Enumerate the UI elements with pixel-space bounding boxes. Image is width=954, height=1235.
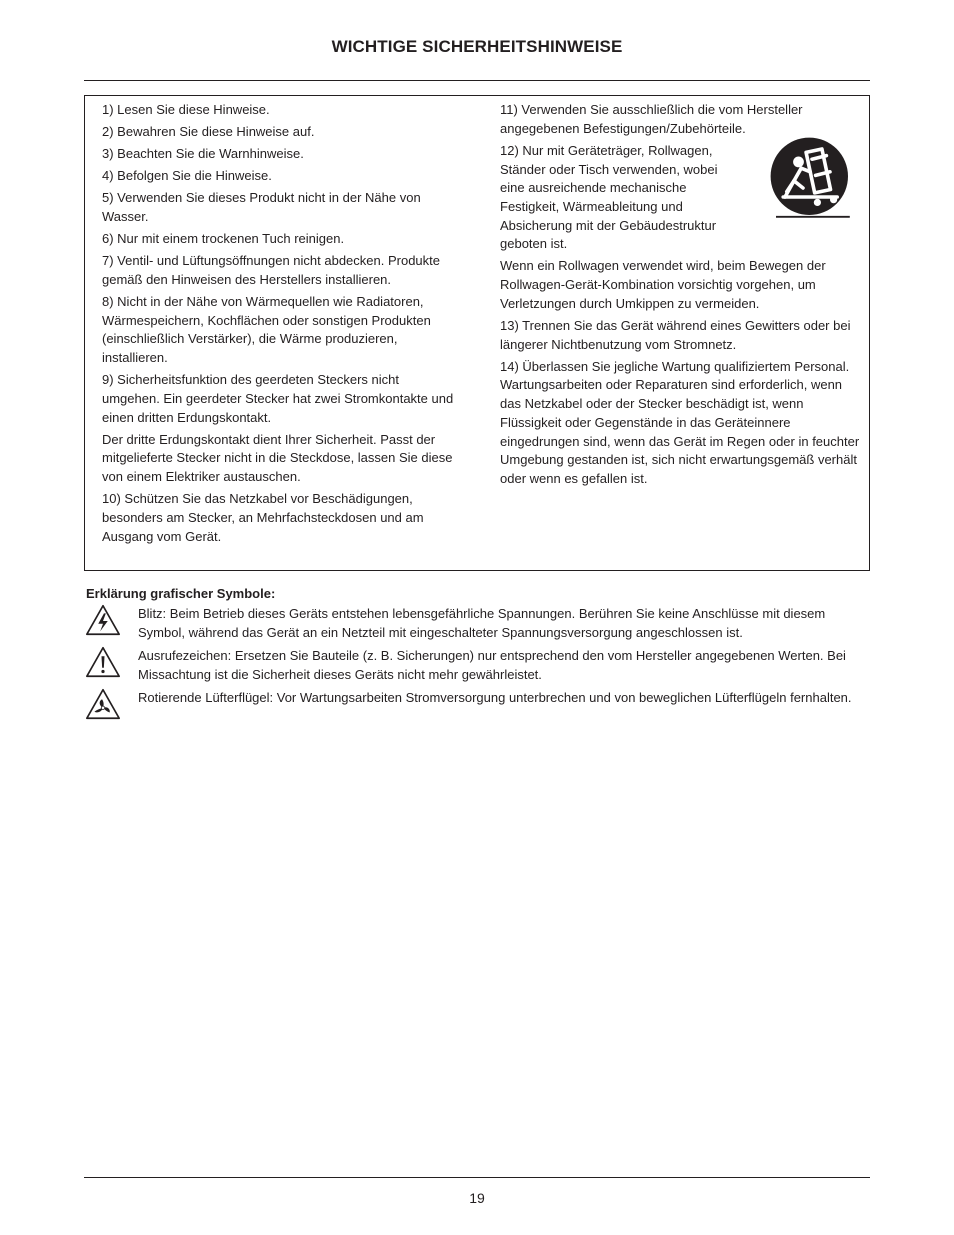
instruction-item-12-block bbox=[500, 142, 860, 254]
page-title: WICHTIGE SICHERHEITSHINWEISE bbox=[331, 37, 623, 56]
cart-tip-over-warning-icon bbox=[767, 134, 857, 224]
footer-rule bbox=[84, 1177, 870, 1178]
symbol-item bbox=[84, 605, 874, 642]
symbol-item bbox=[84, 689, 874, 722]
instruction-item: 7) Ventil- und Lüftungsöffnungen nicht abdecken. Produkte gemäß den Hinweisen des Herstellers installieren. bbox=[102, 253, 441, 287]
instruction-item: Der dritte Erdungskontakt dient Ihrer Sicherheit. Passt der mitgelieferte Stecker nicht in die Steckdose, lassen Sie diese von einem Elektriker austauschen. bbox=[102, 431, 453, 485]
symbol-description: Ausrufezeichen: Ersetzen Sie Bauteile (z. B. Sicherungen) nur entsprechend den vom Hersteller angegebenen Werten. Bei Missachtung ist die Sicherheit dieses Geräts nicht mehr gewährleistet. bbox=[138, 648, 846, 682]
page-number: 19 bbox=[469, 1190, 485, 1206]
symbol-item bbox=[84, 647, 874, 684]
instruction-item: 2) Bewahren Sie diese Hinweise auf. bbox=[102, 124, 315, 140]
instruction-item: 4) Befolgen Sie die Hinweise. bbox=[102, 168, 272, 184]
instruction-item: 8) Nicht in der Nähe von Wärmequellen wie Radiatoren, Wärmespeichern, Kochflächen oder sonstigen Produkten (einschließlich Verstärker), die Wärme produzieren, installieren. bbox=[102, 294, 431, 366]
instruction-item: 9) Sicherheitsfunktion des geerdeten Steckers nicht umgehen. Ein geerdeter Stecker hat zwei Stromkontakte und einen dritten Erdungskontakt. bbox=[102, 372, 454, 425]
instruction-item: 5) Verwenden Sie dieses Produkt nicht in der Nähe von Wasser. bbox=[102, 190, 421, 225]
exclamation-warning-icon bbox=[84, 644, 122, 680]
header-rule bbox=[84, 80, 870, 81]
instruction-item: 3) Beachten Sie die Warnhinweise. bbox=[102, 146, 304, 162]
instruction-item-11: 11) Verwenden Sie ausschließlich die vom Hersteller angegebenen Befestigungen/Zubehörteile. bbox=[500, 102, 803, 136]
instruction-item: 10) Schützen Sie das Netzkabel vor Beschädigungen, besonders am Stecker, an Mehrfachsteckdosen und am Ausgang vom Gerät. bbox=[102, 491, 424, 544]
fan-warning-icon bbox=[84, 686, 122, 722]
instructions-right-column bbox=[500, 101, 860, 492]
instruction-item: 1) Lesen Sie diese Hinweise. bbox=[102, 102, 270, 117]
lightning-warning-icon bbox=[84, 602, 122, 638]
instruction-item-13: 13) Trennen Sie das Gerät während eines Gewitters oder bei längerer Nichtbenutzung vom Stromnetz. bbox=[500, 317, 851, 352]
instruction-item-12-note: Wenn ein Rollwagen verwendet wird, beim Bewegen der Rollwagen-Gerät-Kombination vorsichtig vorgehen, um Verletzungen durch Umkippen zu vermeiden. bbox=[500, 258, 826, 311]
symbol-description: Blitz: Beim Betrieb dieses Geräts entstehen lebensgefährliche Spannungen. Berühren Sie keine Anschlüsse mit diesem Symbol, während das Gerät an ein Netzteil mit eingeschalteter Spannungsversorgung angeschlossen ist. bbox=[138, 606, 826, 640]
instructions-left-column bbox=[102, 101, 457, 550]
symbols-heading: Erklärung grafischer Symbole: bbox=[86, 586, 276, 601]
symbol-description: Rotierende Lüfterflügel: Vor Wartungsarbeiten Stromversorgung unterbrechen und von beweglichen Lüfterflügeln fernhalten. bbox=[138, 690, 852, 705]
safety-instructions-box bbox=[84, 95, 870, 571]
instruction-item-14: 14) Überlassen Sie jegliche Wartung qualifiziertem Personal. Wartungsarbeiten oder Reparaturen sind erforderlich, wenn das Netzkabel oder der Stecker beschädigt ist, wenn Flüssigkeit oder Gegenstände in das Geräteinnere eingedrungen sind, wenn das Gerät im Regen oder in feuchter Umgebung gestanden ist, sich nicht erwartungsgemäß verhält oder wenn es gefallen ist. bbox=[500, 358, 860, 486]
instruction-item: 6) Nur mit einem trockenen Tuch reinigen. bbox=[102, 231, 345, 247]
instruction-item-12: 12) Nur mit Geräteträger, Rollwagen, Ständer oder Tisch verwenden, wobei eine ausreichende mechanische Festigkeit, Wärmeableitung und Absicherung mit der Gebäudestruktur geboten ist. bbox=[500, 142, 718, 252]
